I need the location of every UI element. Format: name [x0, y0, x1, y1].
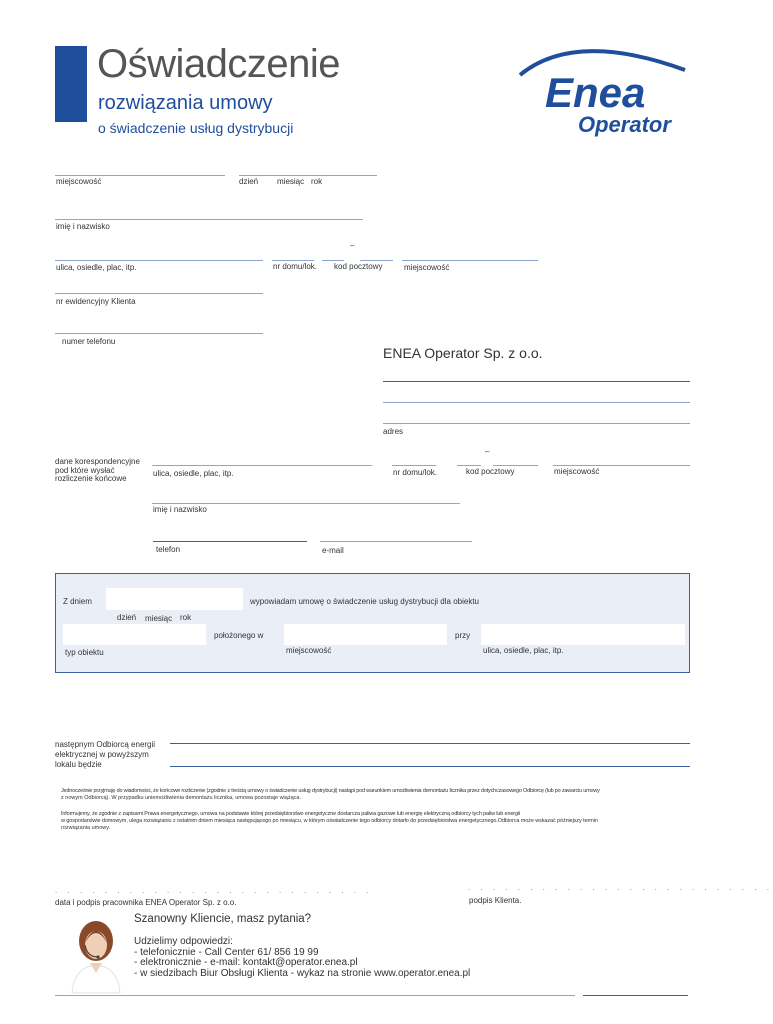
corr-postal-code-label: kod pocztowy	[466, 467, 515, 476]
termination-year-label: rok	[180, 613, 192, 622]
postal-code-dash: –	[350, 241, 355, 250]
next-recipient-field-1[interactable]	[170, 743, 690, 744]
object-type-label: typ obiektu	[65, 648, 104, 657]
page-title: Oświadczenie	[97, 42, 341, 86]
corr-city-label: miejscowość	[554, 467, 600, 476]
client-number-field[interactable]	[55, 293, 263, 294]
street-label: ulica, osiedle, plac, itp.	[56, 263, 137, 272]
year-label: rok	[311, 177, 323, 186]
city-label: miejscowość	[404, 263, 450, 272]
logo-word-operator: Operator	[578, 112, 671, 137]
termination-day-label: dzień	[117, 613, 137, 622]
footer-line-right	[583, 995, 688, 996]
client-signature-dots[interactable]: . . . . . . . . . . . . . . . . . . . . . . . . .	[468, 883, 773, 892]
city-field[interactable]	[402, 260, 538, 261]
corr-postal-code-field-2[interactable]	[493, 465, 538, 466]
notes-p1-line-2: z nowym Odbiorcą). W przypadku uniemożliwienia demontażu licznika, umowa pozostaje wiążąca.	[61, 795, 301, 801]
page-subtitle-2: o świadczenie usług dystrybucji	[98, 120, 294, 136]
company-address-line-2	[383, 402, 690, 403]
notes-p1-line-1: Jednocześnie przyjmuję do wiadomości, że końcowe rozliczenie (zgodnie z treścią umowy o świadczenie usług dystrybucji) nastąpi pod warunkiem umożliwienia demontażu licznika przez dotychczasowego Odbiorcę (lub po zawarciu umowy	[61, 788, 600, 794]
place-label: miejscowość	[56, 177, 102, 186]
corr-phone-field[interactable]	[153, 541, 307, 542]
logo-word-enea: Enea	[545, 69, 646, 116]
object-street-label: ulica, osiedle, plac, itp.	[483, 646, 564, 655]
next-recipient-field-2[interactable]	[170, 766, 690, 767]
street-field[interactable]	[55, 260, 263, 261]
phone-field[interactable]	[55, 333, 263, 334]
corr-street-field[interactable]	[152, 465, 372, 466]
month-label: miesiąc	[277, 177, 305, 186]
corr-name-field[interactable]	[152, 503, 460, 504]
correspondence-label-line-3: rozliczenie końcowe	[55, 474, 127, 483]
place-field[interactable]	[55, 175, 225, 176]
object-type-field[interactable]	[63, 624, 206, 645]
corr-name-label: imię i nazwisko	[153, 505, 207, 514]
help-phone-line: - telefonicznie - Call Center 61/ 856 19 99	[134, 946, 319, 958]
house-number-field[interactable]	[272, 260, 314, 261]
company-address-line-3	[383, 423, 690, 424]
postal-code-label: kod pocztowy	[334, 262, 383, 271]
client-number-label: nr ewidencyjny Klienta	[56, 297, 136, 306]
correspondence-label	[55, 458, 140, 484]
termination-statement: wypowiadam umowę o świadczenie usług dystrybucji dla obiektu	[250, 597, 480, 606]
corr-house-number-field[interactable]	[392, 465, 436, 466]
phone-label: numer telefonu	[62, 337, 116, 346]
correspondence-label-line-1: dane korespondencyjne	[55, 457, 140, 466]
correspondence-label-line-2: pod które wysłać	[55, 465, 115, 475]
next-recipient-label	[55, 740, 155, 770]
help-office-line: - w siedzibach Biur Obsługi Klienta - wykaz na stronie www.operator.enea.pl	[134, 967, 471, 979]
header-accent-bar	[55, 46, 87, 122]
name-label: imię i nazwisko	[56, 222, 110, 231]
at-label: przy	[455, 631, 471, 640]
object-city-field[interactable]	[284, 624, 447, 645]
next-recipient-label-line-2: elektrycznej w powyższym	[55, 750, 149, 759]
help-answer-intro: Udzielimy odpowiedzi:	[134, 936, 233, 947]
termination-month-label: miesiąc	[145, 614, 173, 623]
help-question: Szanowny Kliencie, masz pytania?	[134, 913, 312, 925]
notes-p2-line-2: w gospodarstwie domowym, ulega rozwiązaniu z ostatnim dniem miesiąca następującego po miesiącu, w którym oświadczenie tego odbiorcy dotarło do przedsiębiorstwa energetycznego.Odbiorca może wskazać późniejszy termin	[61, 818, 598, 824]
next-recipient-label-line-1: następnym Odbiorcą energii	[55, 740, 156, 749]
postal-code-field-2[interactable]	[360, 260, 393, 261]
help-email-line: - elektronicznie - e-mail: kontakt@operator.enea.pl	[134, 957, 358, 968]
client-signature-label: podpis Klienta.	[469, 896, 522, 905]
object-city-label: miejscowość	[286, 646, 332, 655]
name-field[interactable]	[55, 219, 363, 220]
corr-postal-code-dash: –	[485, 447, 490, 456]
employee-signature-label: data i podpis pracownika ENEA Operator Sp. z o.o.	[55, 898, 237, 907]
termination-date-field[interactable]	[106, 588, 243, 610]
corr-city-field[interactable]	[553, 465, 690, 466]
company-name: ENEA Operator Sp. z o.o.	[383, 345, 543, 361]
object-street-field[interactable]	[481, 624, 685, 645]
corr-postal-code-field-1[interactable]	[457, 465, 481, 466]
postal-code-field-1[interactable]	[322, 260, 344, 261]
help-answers	[134, 937, 470, 979]
house-number-label: nr domu/lok.	[273, 262, 318, 271]
footer-line-left	[55, 995, 575, 996]
located-in-label: położonego w	[214, 631, 264, 640]
company-address-label: adres	[383, 427, 404, 436]
corr-street-label: ulica, osiedle, plac, itp.	[153, 469, 234, 478]
employee-signature-dots[interactable]: . . . . . . . . . . . . . . . . . . . . . . . . . .	[55, 886, 373, 895]
date-field[interactable]	[239, 175, 377, 176]
notes-p2-line-3: rozwiązania umowy.	[61, 825, 111, 831]
day-label: dzień	[239, 177, 259, 186]
call-center-agent-photo	[66, 915, 126, 993]
enea-operator-logo	[515, 40, 695, 140]
company-address-line-1	[383, 381, 690, 382]
from-date-label: Z dniem	[63, 597, 92, 606]
page-subtitle: rozwiązania umowy	[98, 92, 273, 114]
notes-p2-line-1: Informujemy, że zgodnie z zapisami Prawa energetycznego, umowa na podstawie której przedsiębiorstwo energetyczne dostarcza paliwa gazowe lub energię elektryczną odbiorcy tych paliw lub energii	[61, 811, 521, 817]
next-recipient-label-line-3: lokalu będzie	[55, 760, 102, 769]
corr-phone-label: telefon	[156, 545, 181, 554]
corr-email-field[interactable]	[320, 541, 472, 542]
corr-email-label: e-mail	[322, 546, 344, 555]
corr-house-number-label: nr domu/lok.	[393, 468, 438, 477]
notes-paragraph-1	[61, 788, 691, 802]
notes-paragraph-2	[61, 811, 691, 832]
